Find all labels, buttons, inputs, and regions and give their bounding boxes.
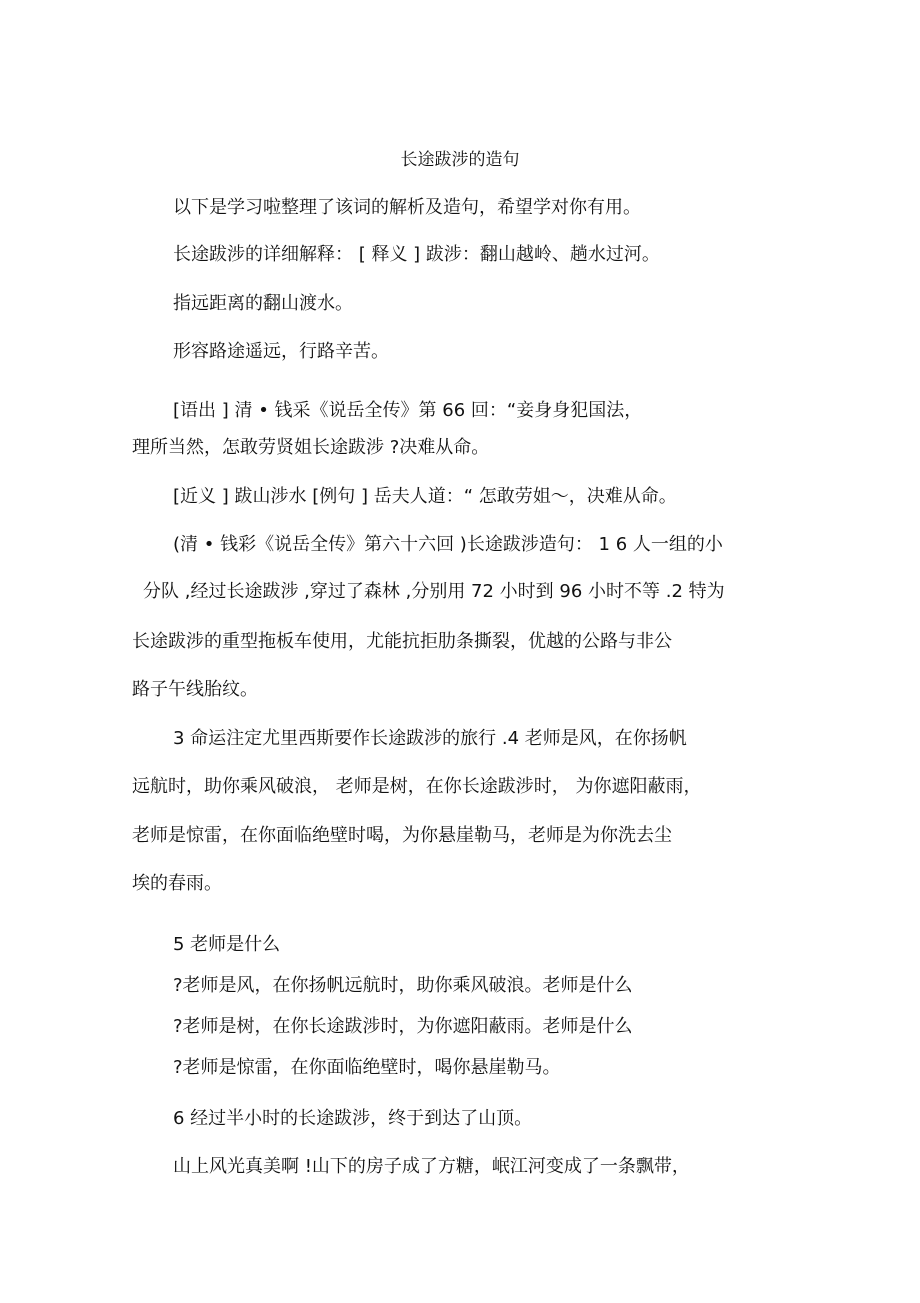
text-line: ?老师是惊雷，在你面临绝壁时，喝你悬崖勒马。 bbox=[173, 1057, 561, 1078]
text-line: 5 老师是什么 bbox=[173, 934, 281, 955]
text-line: ?老师是树，在你长途跋涉时，为你遮阳蔽雨。老师是什么 bbox=[173, 1016, 633, 1037]
text-line: 路子午线胎纹。 bbox=[132, 679, 258, 700]
text-line: 指远距离的翻山渡水。 bbox=[173, 293, 353, 314]
text-line: 远航时，助你乘风破浪， 老师是树，在你长途跋涉时， 为你遮阳蔽雨， bbox=[132, 776, 702, 797]
text-line: 山上风光真美啊 !山下的房子成了方糖，岷江河变成了一条飘带， bbox=[173, 1156, 690, 1177]
text-line: [近义 ] 跋山涉水 [例句 ] 岳夫人道：“ 怎敢劳姐～，决难从命。 bbox=[173, 486, 677, 507]
text-line: 分队 ,经过长途跋涉 ,穿过了森林 ,分别用 72 小时到 96 小时不等 .2 特为 bbox=[143, 581, 725, 602]
text-line: ?老师是风，在你扬帆远航时，助你乘风破浪。老师是什么 bbox=[173, 975, 633, 996]
text-line: 老师是惊雷，在你面临绝壁时喝，为你悬崖勒马，老师是为你洗去尘 bbox=[132, 825, 672, 846]
text-line: 6 经过半小时的长途跋涉，终于到达了山顶。 bbox=[173, 1108, 533, 1129]
text-line: [语出 ] 清 • 钱采《说岳全传》第 66 回：“妾身身犯国法， bbox=[173, 400, 643, 421]
text-line: 形容路途遥远，行路辛苦。 bbox=[173, 341, 389, 362]
document-title: 长途跋涉的造句 bbox=[400, 150, 520, 170]
text-line: 长途跋涉的重型拖板车使用，尤能抗拒肋条撕裂，优越的公路与非公 bbox=[132, 631, 672, 652]
text-line: 以下是学习啦整理了该词的解析及造句，希望学对你有用。 bbox=[173, 197, 641, 218]
text-line: 长途跋涉的详细解释： [ 释义 ] 跋涉：翻山越岭、趟水过河。 bbox=[173, 244, 660, 265]
text-line: (清 • 钱彩《说岳全传》第六十六回 )长途跋涉造句： 1 6 人一组的小 bbox=[173, 534, 723, 555]
text-line: 3 命运注定尤里西斯要作长途跋涉的旅行 .4 老师是风，在你扬帆 bbox=[173, 728, 687, 749]
text-line: 理所当然，怎敢劳贤姐长途跋涉 ?决难从命。 bbox=[132, 437, 490, 458]
text-line: 埃的春雨。 bbox=[132, 873, 222, 894]
